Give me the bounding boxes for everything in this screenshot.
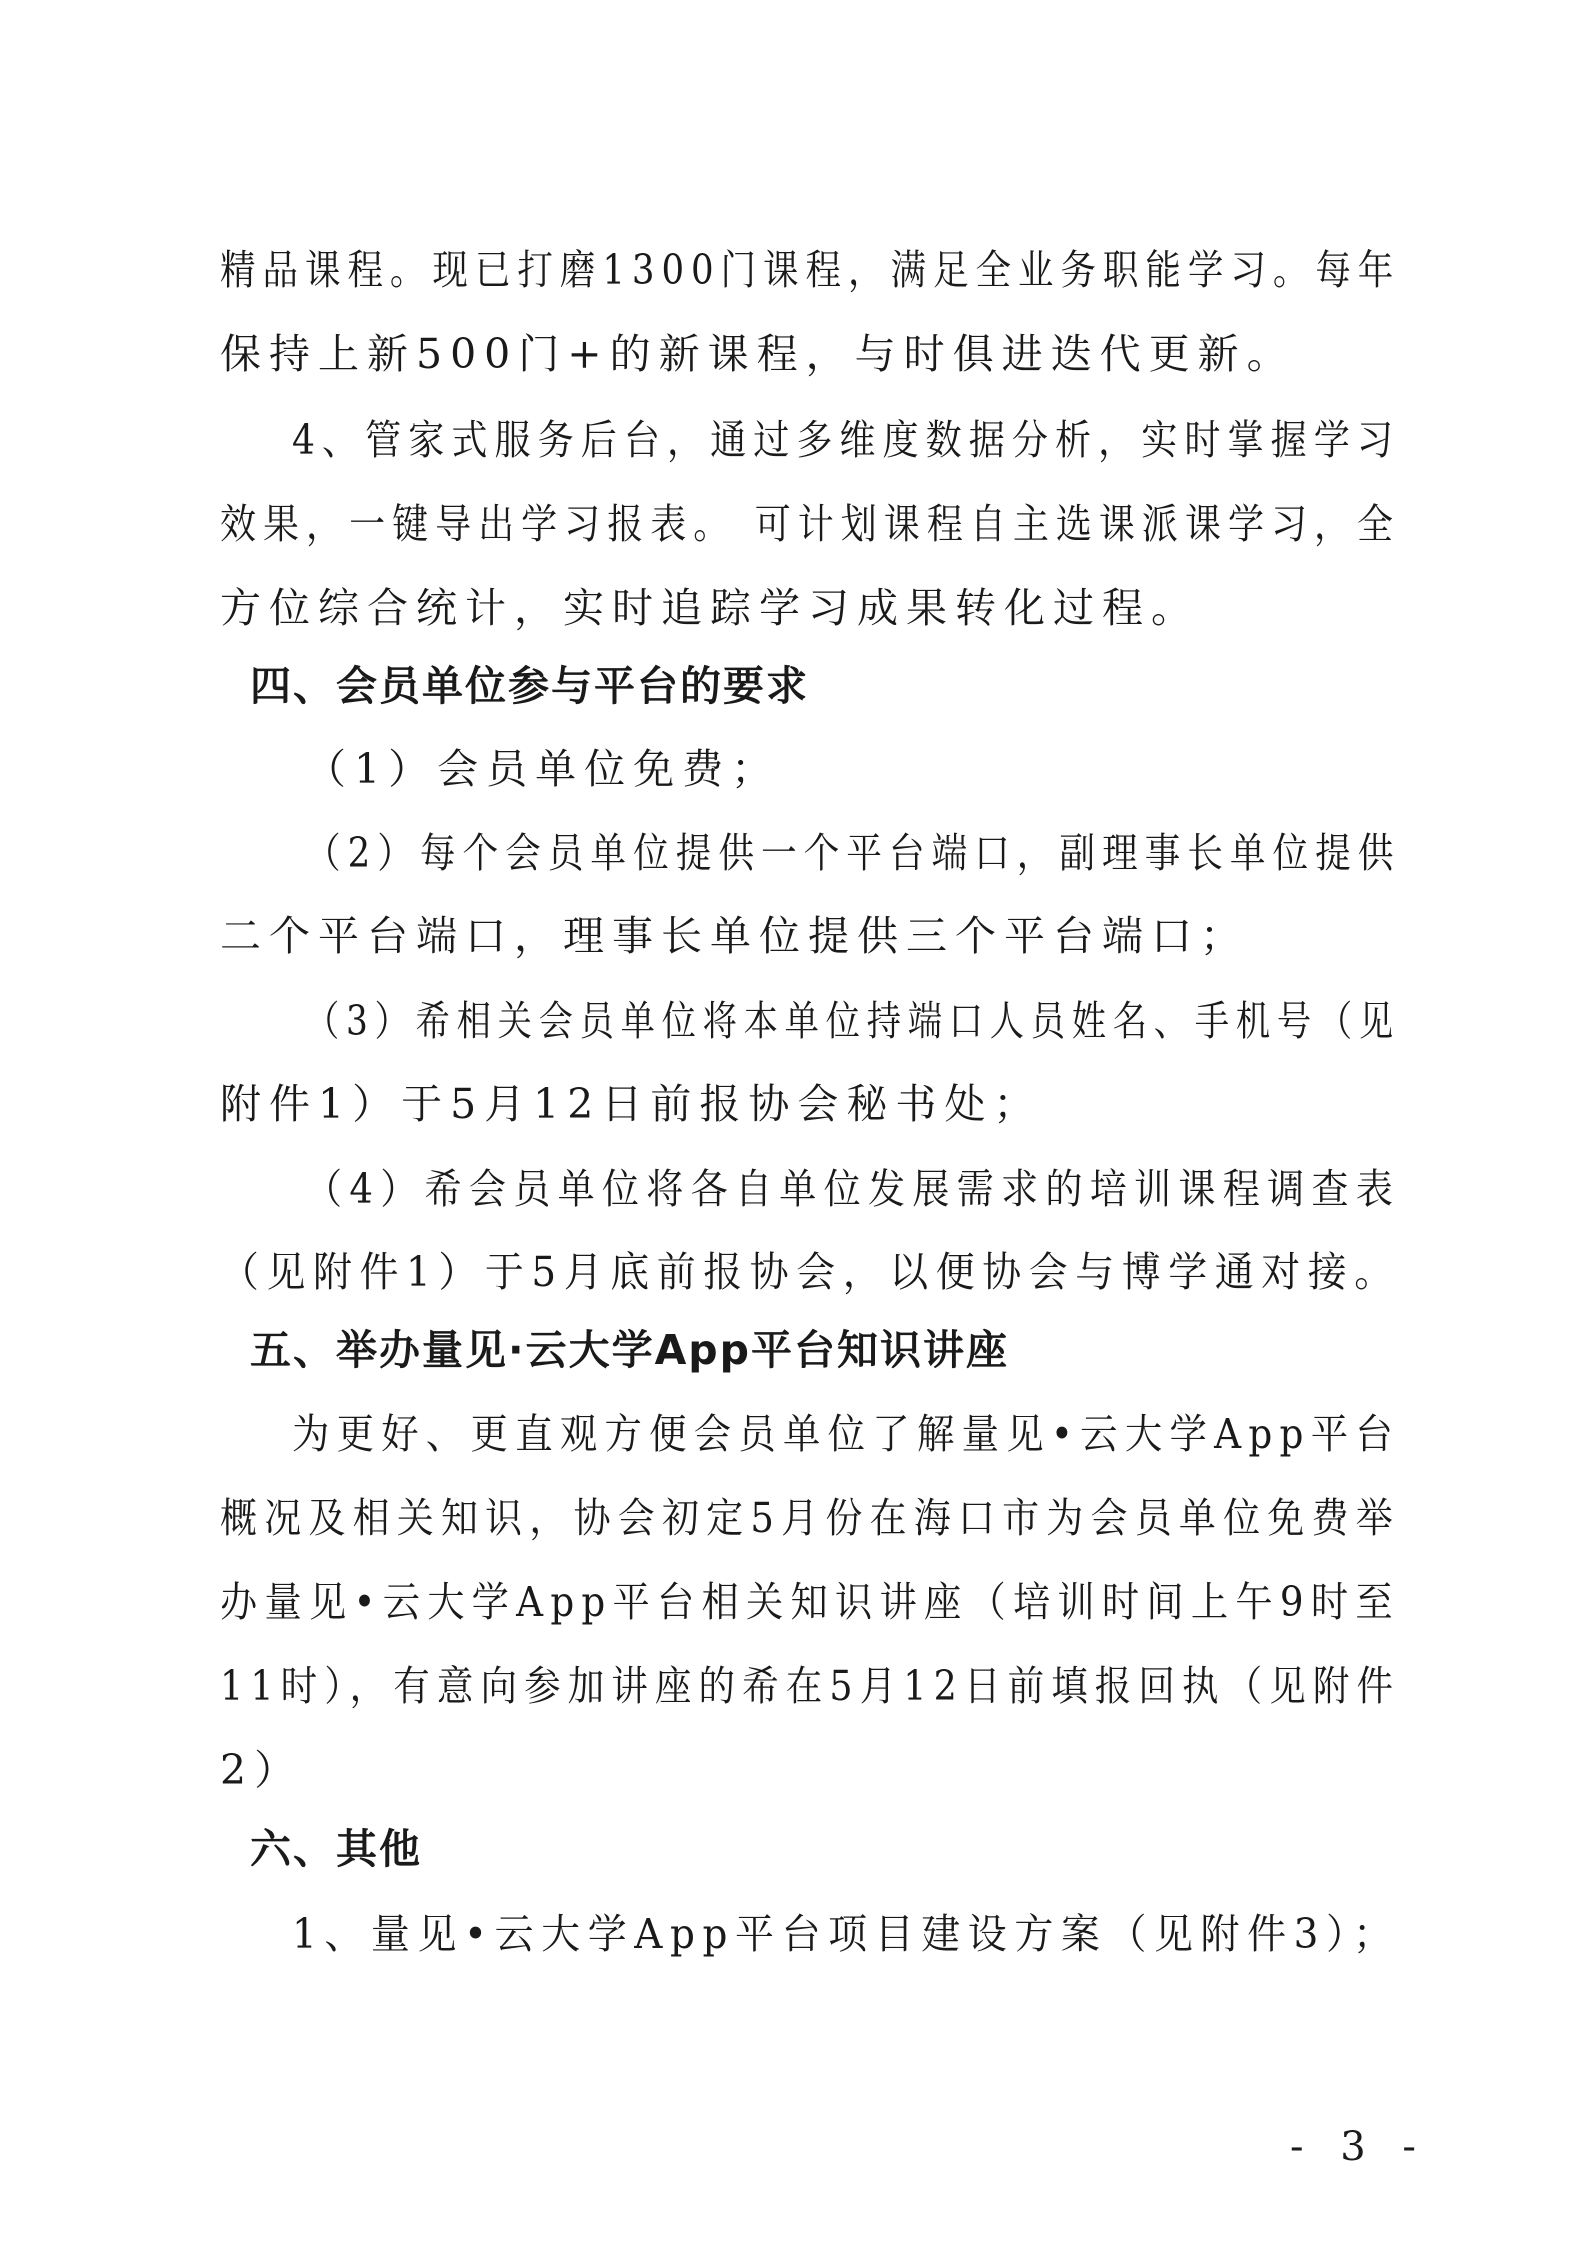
list-item-continuation: （见附件1）于5月底前报协会，以便协会与博学通对接。 [220, 1248, 1401, 1296]
list-item: 1、量见•云大学App平台项目建设方案（见附件3）； [292, 1910, 1400, 1958]
paragraph-line: 4、管家式服务后台，通过多维度数据分析，实时掌握学习 [292, 416, 1401, 464]
paragraph-line: 11时），有意向参加讲座的希在5月12日前填报回执（见附件 [220, 1662, 1401, 1710]
list-item: （2）每个会员单位提供一个平台端口，副理事长单位提供 [305, 829, 1401, 877]
list-item-continuation: 附件1）于5月12日前报协会秘书处； [220, 1080, 1043, 1128]
paragraph-line: 精品课程。现已打磨1300门课程，满足全业务职能学习。每年 [220, 246, 1401, 294]
page-number: - 3 - [1290, 2124, 1428, 2170]
list-item-continuation: 二个平台端口，理事长单位提供三个平台端口； [220, 912, 1249, 960]
section-heading-5: 五、举办量见·云大学App平台知识讲座 [250, 1326, 1010, 1374]
section-heading-4: 四、会员单位参与平台的要求 [250, 662, 809, 710]
paragraph-line: 方位综合统计，实时追踪学习成果转化过程。 [220, 584, 1200, 632]
paragraph-line: 概况及相关知识，协会初定5月份在海口市为会员单位免费举 [220, 1494, 1400, 1542]
list-item: （4）希会员单位将各自单位发展需求的培训课程调查表 [305, 1165, 1401, 1213]
paragraph-line: 为更好、更直观方便会员单位了解量见•云大学App平台 [292, 1410, 1401, 1458]
paragraph-line: 效果，一键导出学习报表。 可计划课程自主选课派课学习，全 [220, 500, 1401, 548]
paragraph-line: 保持上新500门+的新课程，与时俱进迭代更新。 [220, 330, 1296, 378]
list-item: （3）希相关会员单位将本单位持端口人员姓名、手机号（见 [305, 997, 1400, 1045]
paragraph-line: 2） [220, 1746, 304, 1794]
paragraph-line: 办量见•云大学App平台相关知识讲座（培训时间上午9时至 [220, 1578, 1400, 1626]
list-item: （1）会员单位免费； [305, 745, 781, 793]
section-heading-6: 六、其他 [250, 1825, 422, 1873]
